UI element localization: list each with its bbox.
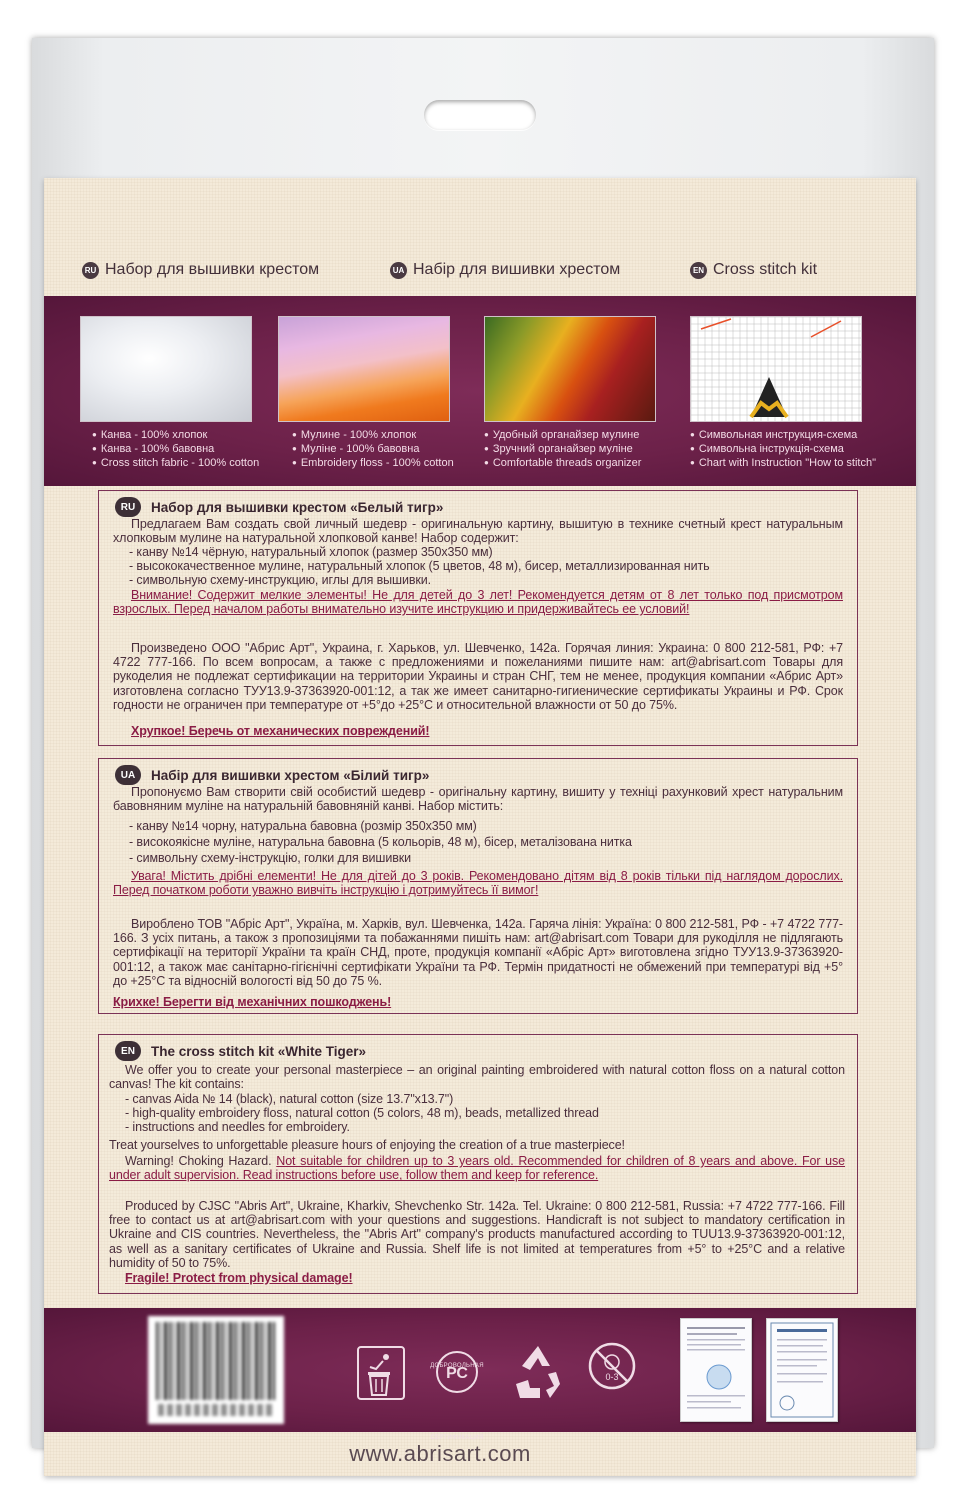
title-ua: UA Набір для вишивки хрестом bbox=[390, 258, 620, 282]
recycle-icon bbox=[506, 1340, 570, 1404]
section-ua-header: UA Набір для вишивки хрестом «Білий тигр» bbox=[115, 765, 429, 785]
chart-thumbnail-icon bbox=[691, 317, 861, 421]
section-ua bbox=[98, 758, 858, 1014]
section-en bbox=[98, 1034, 858, 1294]
ru-items: - канву №14 чёрную, натуральный хлопок (размер 350х350 мм) - высококачественное мулине, натуральный хлопок (5 цветов, 48 м), бисер, металлизированная нить - символьную схему-инструкцию, иглы для вышивки. bbox=[129, 545, 710, 588]
section-ru-header: RU Набор для вышивки крестом «Белый тигр» bbox=[115, 497, 443, 517]
features-chart: ● Символьная инструкция-схема ● Символьна інструкція-схема ● Chart with Instruction "How to stitch" bbox=[690, 428, 890, 470]
section-ru bbox=[98, 490, 858, 746]
certificate-ukraine bbox=[680, 1318, 752, 1422]
ua-fragile: Крихке! Берегти від механічних пошкоджень! bbox=[113, 995, 392, 1009]
ua-produced: Вироблено ТОВ "Абріс Арт", Україна, м. Харків, вул. Шевченка, 142а. Гаряча лінія: Україна: 0 800 212-581, РФ - +7 4722 777-166. З усіх питань, а також з пропозиціями та побажаннями пишіть нам: art@abrisart.com Товари для рукоділля не підлягають сертифікації на території України та країн СНД, проте, продукція компанії «Абріс Арт» виготовлена згідно ТУУ13.9-37363920-001:12, а також має санітарно-гігієнічні сертифікати України та РФ. Термін придатності не обмежений при температурі від +5° до +25°С та відносній вологості від 50 до 75 %. bbox=[113, 917, 843, 988]
ru-fragile: Хрупкое! Беречь от механических повреждений! bbox=[131, 724, 430, 738]
photo-organizer bbox=[484, 316, 656, 422]
ru-produced: Произведено ООО "Абрис Арт", Украина, г. Харьков, ул. Шевченко, 142а. Горячая линия: Украина: 0 800 212-581, РФ: +7 4722 777-166. По всем вопросам, а также с предложениями и пожеланиями пишите нам: art@abrisart.com Товары для рукоделия не подлежат сертификации на территории Украины и стран СНГ, тем не менее, продукция компании «Абрис Арт» изготовлена согласно ТУУ13.9-37363920-001:12, а так же имеет санитарно-гигиенические сертификаты Украины и РФ. Срок годности не ограничен при температуре от +5°до +25°С и относительной влажности от 50 до 75%. bbox=[113, 641, 843, 712]
en-produced: Produced by CJSC "Abris Art", Ukraine, Kharkiv, Shevchenko Str. 142a. Tel. Ukraine: 0 800 212-581, Russia: +7 4722 777-166. Fill free to contact us at art@abrisart.com with your questions and suggestions. Handicraft is not subject to mandatory certification in Ukraine and CIS countries. Nevertheless, the "Abris Art" company's products manufactured according to TUU13.9-37363920-001:12, as well as a sanitary certificates of Ukraine and Russia. Shelf life is not limited at temperatures from +5° to +25°C and a relative humidity of 50 to 75%. bbox=[109, 1199, 845, 1270]
features-canvas: ● Канва - 100% хлопок ● Канва - 100% бавовна ● Cross stitch fabric - 100% cotton bbox=[92, 428, 282, 470]
hang-hole bbox=[424, 100, 536, 130]
ua-warning: Увага! Містить дрібні елементи! Не для дітей до 3 років. Рекомендовано дітям від 8 років тільки під наглядом дорослих. Перед початком роботи уважно вивчіть інструкцію і дотримуйтесь її вимог! bbox=[113, 869, 843, 898]
certificate-russia bbox=[766, 1318, 838, 1422]
certification-icon: РС ДОБРОВОЛЬНАЯ СЕРТИФИКАЦИЯ bbox=[426, 1340, 488, 1404]
badge-ua: UA bbox=[390, 262, 407, 279]
section-en-header: EN The cross stitch kit «White Tiger» bbox=[115, 1041, 366, 1061]
en-warning: Warning! Choking Hazard. Not suitable for children up to 3 years old. Recommended for children of 8 years and above. For use under adult supervision. Read instructions before use, follow them and keep for reference. bbox=[109, 1154, 846, 1183]
ua-intro: Пропонуємо Вам створити свій особистий шедевр - оригінальну картину, вишиту у техніці рахунковий хрест натуральним бавовняним муліне на натуральній бавовняній канві. Набор містить: bbox=[113, 785, 843, 814]
website-url[interactable]: www.abrisart.com bbox=[349, 1441, 531, 1466]
badge-ru: RU bbox=[82, 262, 99, 279]
en-items: - canvas Aida № 14 (black), natural cotton (size 13.7"x13.7") - high-quality embroidery floss, natural cotton (5 colors, 48 m), beads, metallized thread - instructions and needles for embroidery. bbox=[125, 1092, 599, 1135]
ru-intro: Предлагаем Вам создать свой личный шедевр - оригинальную картину, вышитую в технике счетный крест натуральным хлопковым мулине на натуральной хлопковой канве! Набор содержит: bbox=[113, 517, 843, 546]
bin-icon bbox=[356, 1345, 406, 1401]
ru-warning: Внимание! Содержит мелкие элементы! Не для детей до 3 лет! Рекомендуется детям от 8 лет только под присмотром взрослых. Перед началом работы внимательно изучите инструкцию и придерживайтесь ее условий! bbox=[113, 588, 843, 617]
en-intro: We offer you to create your personal masterpiece – an original painting embroidered with natural cotton floss on a natural cotton canvas! The kit contains: bbox=[109, 1063, 845, 1092]
features-floss: ● Мулине - 100% хлопок ● Муліне - 100% бавовна ● Embroidery floss - 100% cotton bbox=[292, 428, 482, 470]
en-treat: Treat yourselves to unforgettable pleasure hours of enjoying the creation of a true masterpiece! bbox=[109, 1138, 625, 1152]
title-ru: RU Набор для вышивки крестом bbox=[82, 258, 319, 282]
photo-floss bbox=[278, 316, 450, 422]
features-organizer: ● Удобный органайзер мулине ● Зручний органайзер муліне ● Comfortable threads organizer bbox=[484, 428, 674, 470]
svg-text:РС: РС bbox=[446, 1365, 468, 1382]
age-warning-icon: 0-3 bbox=[584, 1340, 640, 1402]
photo-canvas bbox=[80, 316, 252, 422]
title-en: EN Cross stitch kit bbox=[690, 258, 817, 282]
badge-en: EN bbox=[690, 262, 707, 279]
en-fragile: Fragile! Protect from physical damage! bbox=[125, 1271, 353, 1285]
photo-chart bbox=[690, 316, 862, 422]
ua-items: - канву №14 чорну, натуральна бавовна (розмір 350х350 мм) - високоякісне муліне, натуральна бавовна (5 кольорів, 48 м), бісер, металізована нитка - символьну схему-інструкцію, голки для вишивки bbox=[129, 819, 632, 866]
barcode bbox=[148, 1316, 284, 1424]
